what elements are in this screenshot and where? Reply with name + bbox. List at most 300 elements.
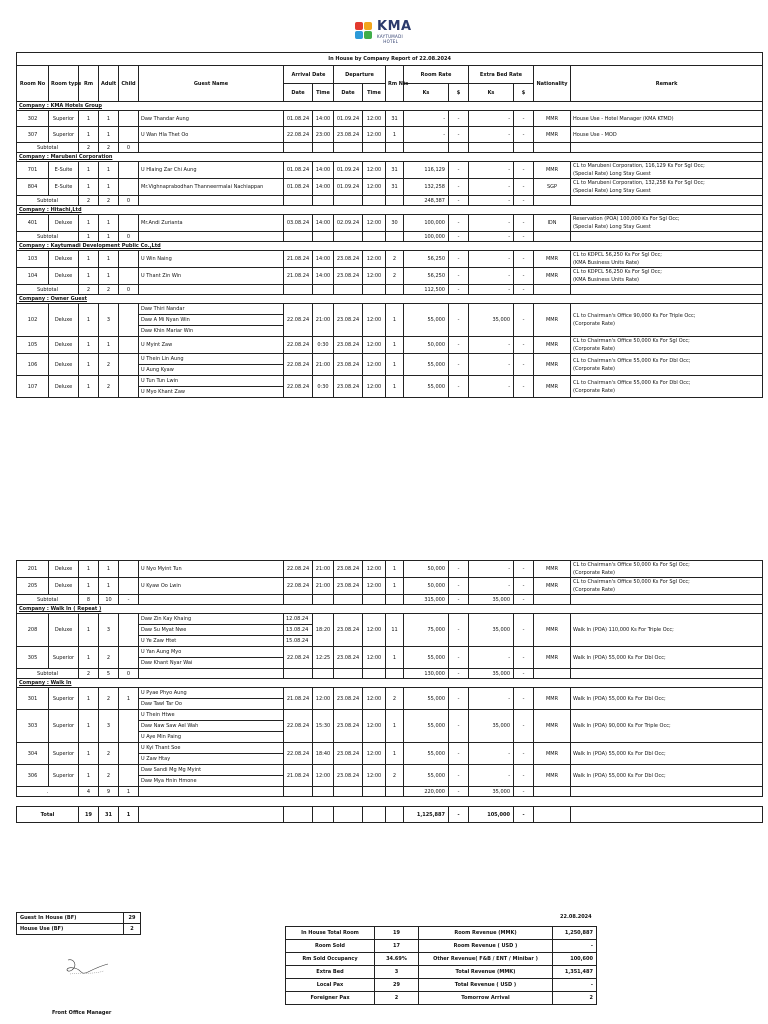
- child-count: [119, 251, 139, 268]
- guest-name: Daw Thandar Aung: [141, 115, 189, 122]
- subtotal-row: [17, 595, 763, 605]
- remark-line: (Corporate Rate): [573, 387, 615, 394]
- subtotal-room-rate-ks: 248,387: [404, 196, 449, 206]
- summary-metric-label: In House Total Room: [286, 927, 375, 940]
- room-rate-usd: -: [449, 268, 469, 285]
- departure-time: 12:00: [363, 743, 386, 765]
- arrival-time: 18:40: [313, 743, 334, 765]
- revenue-summary-table: [285, 926, 597, 1005]
- remark: [571, 111, 763, 127]
- empty-cell: [363, 807, 386, 823]
- company-name: Company : Walk In: [17, 679, 763, 688]
- remark-line: (Corporate Rate): [573, 570, 615, 576]
- summary-revenue-value: 2: [553, 992, 597, 1005]
- header-adult: Adult: [99, 66, 119, 102]
- remark-line: House Use - Hotel Manager (KMA KTMD): [573, 115, 674, 122]
- summary-value: 2: [124, 924, 141, 935]
- report-title: In House by Company Report of 22.08.2024: [17, 53, 763, 66]
- logo-mark-blue: [355, 31, 363, 39]
- empty-cell: [284, 807, 313, 823]
- guest-names: [139, 337, 284, 354]
- remark: [571, 354, 763, 376]
- subtotal-label: Subtotal: [17, 595, 79, 605]
- empty-cell: [571, 669, 763, 679]
- logo-subtitle: KAYTUMADI HOTEL: [377, 34, 403, 44]
- revenue-summary-row: [286, 966, 597, 979]
- nationality: MMR: [534, 614, 571, 647]
- subtotal-label: Total: [17, 807, 79, 823]
- departure-date: 02.09.24: [334, 215, 363, 232]
- arrival-date: 21.08.24: [284, 251, 313, 268]
- room-nights: 11: [386, 614, 404, 647]
- room-nights: 1: [386, 710, 404, 743]
- company-heading-row: [17, 605, 763, 614]
- room-type: Superior: [49, 765, 79, 787]
- arrival-date: 21.08.24: [284, 765, 313, 787]
- arrival-date: 12.08.24: [284, 614, 312, 625]
- guest-name: U Aye Min Paing: [141, 734, 182, 740]
- adult-count: 2: [99, 765, 119, 787]
- child-count: [119, 578, 139, 595]
- subtotal-room-rate-ks: 100,000: [404, 232, 449, 242]
- room-number: 104: [17, 268, 49, 285]
- guest-name: Mr.Vighnaprabodhan Thanneermalai Nachiappan: [141, 184, 264, 190]
- summary-metric-value: 3: [375, 966, 419, 979]
- guest-names: [139, 304, 284, 337]
- adult-count: 3: [99, 304, 119, 337]
- subtotal-extra-bed-usd: -: [514, 196, 534, 206]
- room-row: [17, 688, 763, 710]
- guest-name: U Kyi Thant Soe: [139, 743, 283, 754]
- room-count: 1: [79, 578, 99, 595]
- company-name: Company : Owner Guest: [17, 295, 763, 304]
- departure-time: 12:00: [363, 179, 386, 196]
- summary-label: Guest In House (BF): [17, 913, 124, 924]
- subtotal-row: [17, 143, 763, 153]
- room-rate-usd: -: [449, 215, 469, 232]
- extra-bed-ks: -: [469, 688, 514, 710]
- arrival-date: 22.08.24: [284, 743, 313, 765]
- guest-name: U Myint Zaw: [141, 342, 173, 348]
- subtotal-adults: 9: [99, 787, 119, 797]
- subtotal-label: Subtotal: [17, 143, 79, 153]
- remark: [571, 251, 763, 268]
- nationality: MMR: [534, 337, 571, 354]
- arrival-date: 01.08.24: [284, 162, 313, 179]
- child-count: [119, 127, 139, 143]
- child-count: [119, 215, 139, 232]
- room-rate-ks: 55,000: [404, 354, 449, 376]
- summary-revenue-label: Total Revenue (MMK): [419, 966, 553, 979]
- subtotal-adults: 2: [99, 196, 119, 206]
- extra-bed-usd: -: [514, 162, 534, 179]
- guest-name: Daw Khin Mariar Win: [141, 328, 194, 334]
- departure-date: 23.08.24: [334, 765, 363, 787]
- guest-names: [139, 743, 284, 765]
- subtotal-extra-bed-ks: 105,000: [469, 807, 514, 823]
- extra-bed-usd: -: [514, 337, 534, 354]
- extra-bed-ks: 35,000: [469, 614, 514, 647]
- child-count: [119, 743, 139, 765]
- room-row: [17, 251, 763, 268]
- company-heading-row: [17, 153, 763, 162]
- guest-names: [139, 215, 284, 232]
- extra-bed-ks: 35,000: [469, 304, 514, 337]
- remark-line: CL to Marubeni Corporation, 132,258 Ks For Sgl Occ;: [573, 180, 705, 186]
- subtotal-children: 0: [119, 232, 139, 242]
- departure-date: 23.08.24: [334, 710, 363, 743]
- empty-cell: [139, 143, 284, 153]
- subtotal-label: Subtotal: [17, 232, 79, 242]
- subtotal-extra-bed-ks: 35,000: [469, 595, 514, 605]
- remark-line: CL to Chairman's Office 50,000 Ks For Sgl Occ;: [573, 562, 690, 568]
- company-name: Company : Walk In ( Repeat ): [17, 605, 763, 614]
- summary-revenue-label: Room Revenue ( USD ): [419, 940, 553, 953]
- subtotal-room-rate-usd: -: [449, 196, 469, 206]
- empty-cell: [284, 669, 313, 679]
- empty-cell: [534, 787, 571, 797]
- adult-count: 1: [99, 268, 119, 285]
- empty-cell: [284, 232, 313, 242]
- arrival-time: 14:00: [313, 162, 334, 179]
- remark: [571, 614, 763, 647]
- company-heading-row: [17, 206, 763, 215]
- room-row: [17, 614, 763, 647]
- summary-revenue-label: Tomorrow Arrival: [419, 992, 553, 1005]
- empty-cell: [139, 196, 284, 206]
- room-rate-usd: -: [449, 162, 469, 179]
- room-row: [17, 304, 763, 337]
- extra-bed-ks: -: [469, 561, 514, 578]
- subtotal-room-rate-usd: -: [449, 669, 469, 679]
- remark-line: Reservation (POA) 100,000 Ks For Sgl Occ;: [573, 216, 680, 222]
- company-heading-row: [17, 295, 763, 304]
- summary-revenue-label: Total Revenue ( USD ): [419, 979, 553, 992]
- subtotal-extra-bed-usd: -: [514, 787, 534, 797]
- room-type: E-Suite: [49, 179, 79, 196]
- nationality: MMR: [534, 162, 571, 179]
- arrival-date: 01.08.24: [284, 111, 313, 127]
- remark-line: Walk In (POA) 55,000 Ks For Dbl Occ;: [573, 654, 666, 661]
- summary-label: House Use (BF): [17, 924, 124, 935]
- departure-time: 12:00: [363, 251, 386, 268]
- extra-bed-ks: -: [469, 743, 514, 765]
- room-number: 302: [17, 111, 49, 127]
- departure-date: 23.08.24: [334, 337, 363, 354]
- nationality: MMR: [534, 561, 571, 578]
- arrival-date: 22.08.24: [284, 376, 313, 398]
- room-count: 1: [79, 127, 99, 143]
- departure-date: 23.08.24: [334, 647, 363, 669]
- room-type: E-Suite: [49, 162, 79, 179]
- arrival-time: 14:00: [313, 268, 334, 285]
- departure-date: 23.08.24: [334, 354, 363, 376]
- extra-bed-ks: -: [469, 765, 514, 787]
- logo-mark-green: [364, 31, 372, 39]
- extra-bed-usd: -: [514, 251, 534, 268]
- guest-names: [139, 688, 284, 710]
- remark-line: (KMA Business Units Rate): [573, 277, 639, 283]
- room-count: 1: [79, 376, 99, 398]
- remark-line: Walk In (POA) 110,000 Ks For Triple Occ;: [573, 627, 674, 633]
- revenue-summary-row: [286, 953, 597, 966]
- departure-time: 12:00: [363, 688, 386, 710]
- guest-name: Daw Khant Nyar Wai: [141, 660, 193, 666]
- room-rate-usd: -: [449, 354, 469, 376]
- guest-name: U Wan Hla Thet Oo: [141, 131, 189, 138]
- remark: [571, 647, 763, 669]
- empty-cell: [313, 807, 334, 823]
- remark: [571, 179, 763, 196]
- subtotal-room-rate-usd: -: [449, 285, 469, 295]
- arrival-date: 15.08.24: [286, 638, 309, 644]
- room-row: [17, 354, 763, 376]
- room-type: Deluxe: [49, 376, 79, 398]
- empty-cell: [386, 232, 404, 242]
- adult-count: 2: [99, 354, 119, 376]
- extra-bed-usd: -: [514, 268, 534, 285]
- empty-cell: [284, 787, 313, 797]
- summary-metric-label: Foreigner Pax: [286, 992, 375, 1005]
- company-heading-row: [17, 679, 763, 688]
- subtotal-adults: 31: [99, 807, 119, 823]
- spacer: [17, 797, 763, 807]
- nationality: MMR: [534, 111, 571, 127]
- guest-name: Daw Su Myat Nwe: [139, 625, 283, 636]
- remark-line: CL to Chairman's Office 90,000 Ks For Triple Occ;: [573, 313, 696, 319]
- subtotal-room-rate-usd: -: [449, 232, 469, 242]
- room-nights: 31: [386, 179, 404, 196]
- nationality: SGP: [534, 179, 571, 196]
- empty-cell: [334, 669, 363, 679]
- remark: [571, 376, 763, 398]
- room-row: [17, 578, 763, 595]
- empty-cell: [386, 787, 404, 797]
- nationality: MMR: [534, 354, 571, 376]
- guest-name: U Tun Tun Lwin: [139, 376, 283, 387]
- subtotal-rooms: 4: [79, 787, 99, 797]
- guest-name: U Zaw Htay: [141, 756, 171, 762]
- guest-names: [139, 354, 284, 376]
- arrival-date: 01.08.24: [284, 179, 313, 196]
- room-number: 305: [17, 647, 49, 669]
- arrival-time: 14:00: [313, 215, 334, 232]
- room-count: 1: [79, 561, 99, 578]
- departure-time: 12:00: [363, 268, 386, 285]
- summary-revenue-value: -: [553, 940, 597, 953]
- extra-bed-ks: -: [469, 268, 514, 285]
- arrival-date: 13.08.24: [284, 625, 312, 636]
- guest-name: U Hlaing Zar Chi Aung: [141, 167, 197, 173]
- summary-metric-value: 19: [375, 927, 419, 940]
- remark-line: (Corporate Rate): [573, 587, 615, 593]
- room-count: 1: [79, 710, 99, 743]
- remark: [571, 578, 763, 595]
- room-nights: 2: [386, 251, 404, 268]
- child-count: [119, 647, 139, 669]
- arrival-dates: [284, 614, 313, 647]
- room-rate-ks: 55,000: [404, 688, 449, 710]
- adult-count: 1: [99, 578, 119, 595]
- subtotal-row: [17, 232, 763, 242]
- child-count: [119, 162, 139, 179]
- report-date: 22.08.2024: [560, 914, 592, 920]
- arrival-date: 21.08.24: [284, 268, 313, 285]
- room-number: 106: [17, 354, 49, 376]
- empty-cell: [334, 787, 363, 797]
- guest-name: Daw Tawl Tar Oo: [141, 701, 182, 707]
- empty-cell: [534, 196, 571, 206]
- empty-cell: [386, 595, 404, 605]
- room-rate-usd: -: [449, 743, 469, 765]
- extra-bed-ks: -: [469, 647, 514, 669]
- subtotal-extra-bed-usd: -: [514, 595, 534, 605]
- empty-cell: [313, 285, 334, 295]
- header-time: Time: [313, 84, 334, 102]
- room-rate-ks: 55,000: [404, 710, 449, 743]
- extra-bed-usd: -: [514, 376, 534, 398]
- extra-bed-usd: -: [514, 304, 534, 337]
- room-row: [17, 179, 763, 196]
- room-row: [17, 376, 763, 398]
- room-number: 208: [17, 614, 49, 647]
- room-type: Deluxe: [49, 578, 79, 595]
- summary-revenue-label: Other Revenue( F&B / ENT / Minibar ): [419, 953, 553, 966]
- header-arrival: Arrival Date: [284, 66, 334, 84]
- room-rate-ks: 75,000: [404, 614, 449, 647]
- guest-name: Daw Zin Kay Khaing: [139, 614, 283, 625]
- empty-cell: [313, 196, 334, 206]
- header-rm: Rm: [79, 66, 99, 102]
- guest-names: [139, 111, 284, 127]
- remark-line: CL to Marubeni Corporation, 116,129 Ks For Sgl Occ;: [573, 163, 705, 169]
- room-nights: 1: [386, 337, 404, 354]
- departure-date: 23.08.24: [334, 614, 363, 647]
- guest-name: Mr.Andi Zurianta: [141, 220, 183, 226]
- remark: [571, 127, 763, 143]
- room-number: 304: [17, 743, 49, 765]
- subtotal-extra-bed-usd: -: [514, 232, 534, 242]
- subtotal-room-rate-ks: 315,000: [404, 595, 449, 605]
- nationality: MMR: [534, 688, 571, 710]
- room-rate-usd: -: [449, 647, 469, 669]
- room-count: 1: [79, 179, 99, 196]
- extra-bed-ks: -: [469, 337, 514, 354]
- revenue-summary-row: [286, 992, 597, 1005]
- subtotal-extra-bed-ks: -: [469, 196, 514, 206]
- extra-bed-ks: -: [469, 354, 514, 376]
- nationality: MMR: [534, 578, 571, 595]
- guest-name: Daw Naw Saw Ael Wah: [139, 721, 283, 732]
- guest-name: U Win Naing: [141, 256, 172, 262]
- summary-metric-label: Local Pax: [286, 979, 375, 992]
- subtotal-adults: 2: [99, 143, 119, 153]
- room-number: 105: [17, 337, 49, 354]
- subtotal-extra-bed-usd: -: [514, 807, 534, 823]
- room-nights: 1: [386, 127, 404, 143]
- room-number: 205: [17, 578, 49, 595]
- room-type: Deluxe: [49, 561, 79, 578]
- child-count: [119, 710, 139, 743]
- departure-date: 23.08.24: [334, 127, 363, 143]
- adult-count: 1: [99, 215, 119, 232]
- summary-row: [17, 924, 141, 935]
- header-ks: Ks: [404, 84, 449, 102]
- empty-cell: [284, 595, 313, 605]
- arrival-date: 22.08.24: [284, 337, 313, 354]
- subtotal-adults: 2: [99, 285, 119, 295]
- subtotal-rooms: 2: [79, 669, 99, 679]
- room-row: [17, 710, 763, 743]
- room-count: 1: [79, 251, 99, 268]
- subtotal-row: [17, 669, 763, 679]
- room-nights: 1: [386, 354, 404, 376]
- header-date: Date: [284, 84, 313, 102]
- room-count: 1: [79, 111, 99, 127]
- subtotal-extra-bed-ks: 35,000: [469, 669, 514, 679]
- room-nights: 2: [386, 268, 404, 285]
- company-name: Company : Kaytumadi Development Public Co.,Ltd: [17, 242, 763, 251]
- adult-count: 2: [99, 688, 119, 710]
- room-number: 201: [17, 561, 49, 578]
- room-rate-usd: -: [449, 688, 469, 710]
- guest-names: [139, 578, 284, 595]
- subtotal-label: Subtotal: [17, 669, 79, 679]
- arrival-date: 22.08.24: [284, 578, 313, 595]
- guest-name: U Myo Khant Zaw: [141, 389, 185, 395]
- departure-time: 12:00: [363, 111, 386, 127]
- header-guest-name: Guest Name: [139, 66, 284, 102]
- subtotal-room-rate-ks: 130,000: [404, 669, 449, 679]
- front-office-manager-label: Front Office Manager: [52, 1010, 112, 1016]
- guest-name: Daw A Mi Nyan Win: [139, 315, 283, 326]
- room-number: 401: [17, 215, 49, 232]
- room-rate-ks: 50,000: [404, 561, 449, 578]
- guest-name: U Pyae Phyo Aung: [139, 688, 283, 699]
- remark-line: CL to Chairman's Office 55,000 Ks For Dbl Occ;: [573, 379, 691, 386]
- remark: [571, 268, 763, 285]
- child-count: [119, 614, 139, 647]
- subtotal-adults: 5: [99, 669, 119, 679]
- hotel-logo: [355, 19, 435, 46]
- room-type: Deluxe: [49, 614, 79, 647]
- extra-bed-ks: -: [469, 251, 514, 268]
- empty-cell: [534, 807, 571, 823]
- room-nights: 31: [386, 111, 404, 127]
- extra-bed-ks: -: [469, 179, 514, 196]
- header-remark: Remark: [571, 66, 763, 102]
- room-nights: 1: [386, 561, 404, 578]
- child-count: [119, 304, 139, 337]
- room-count: 1: [79, 765, 99, 787]
- adult-count: 2: [99, 376, 119, 398]
- room-number: 102: [17, 304, 49, 337]
- subtotal-children: 0: [119, 669, 139, 679]
- arrival-time: 23:00: [313, 127, 334, 143]
- subtotal-adults: 10: [99, 595, 119, 605]
- empty-cell: [313, 669, 334, 679]
- child-count: [119, 179, 139, 196]
- guest-names: [139, 765, 284, 787]
- remark-line: Walk In (POA) 55,000 Ks For Dbl Occ;: [573, 695, 666, 702]
- header-ks: Ks: [469, 84, 514, 102]
- room-type: Superior: [49, 743, 79, 765]
- arrival-time: 14:00: [313, 111, 334, 127]
- room-rate-ks: 56,250: [404, 268, 449, 285]
- arrival-time: 21:00: [313, 304, 334, 337]
- room-number: 701: [17, 162, 49, 179]
- revenue-summary-row: [286, 979, 597, 992]
